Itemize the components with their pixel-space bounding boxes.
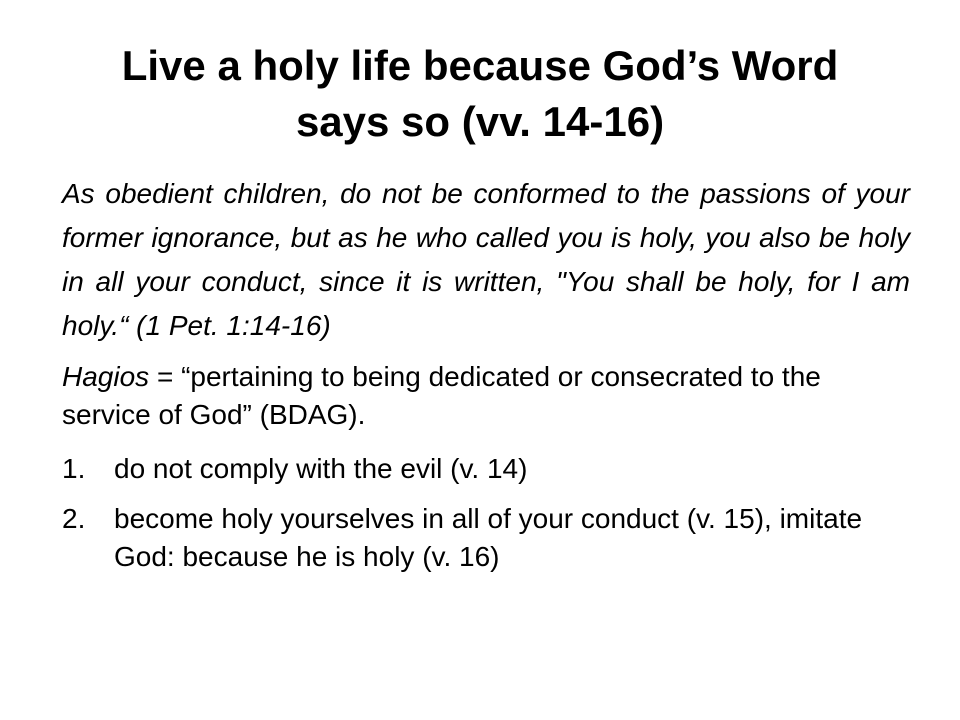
title-line-1: Live a holy life because God’s Word (121, 42, 839, 89)
definition (62, 358, 910, 434)
scripture-quote: As obedient children, do not be conformed to the passions of your former ignorance, but as he who called you is holy, you also be holy in all your conduct, since it is written, "You shall be holy, for I am holy.“ (1 Pet. 1:14-16) (62, 178, 910, 341)
list-item-number: 1. (62, 453, 86, 484)
list-item (62, 450, 910, 488)
title-line-2: says so (vv. 14-16) (295, 98, 665, 145)
list-item-text: become holy yourselves in all of your conduct (v. 15), imitate God: because he is holy (v. 16) (114, 503, 863, 572)
definition-text: = “pertaining to being dedicated or consecrated to the service of God” (BDAG). (62, 361, 821, 430)
list-item (62, 500, 910, 576)
list-item-number: 2. (62, 503, 86, 534)
slide-title (70, 38, 890, 150)
definition-term: Hagios (62, 361, 150, 392)
list-item-text: do not comply with the evil (v. 14) (114, 453, 528, 484)
point-list (62, 450, 910, 576)
slide-body (62, 172, 910, 588)
